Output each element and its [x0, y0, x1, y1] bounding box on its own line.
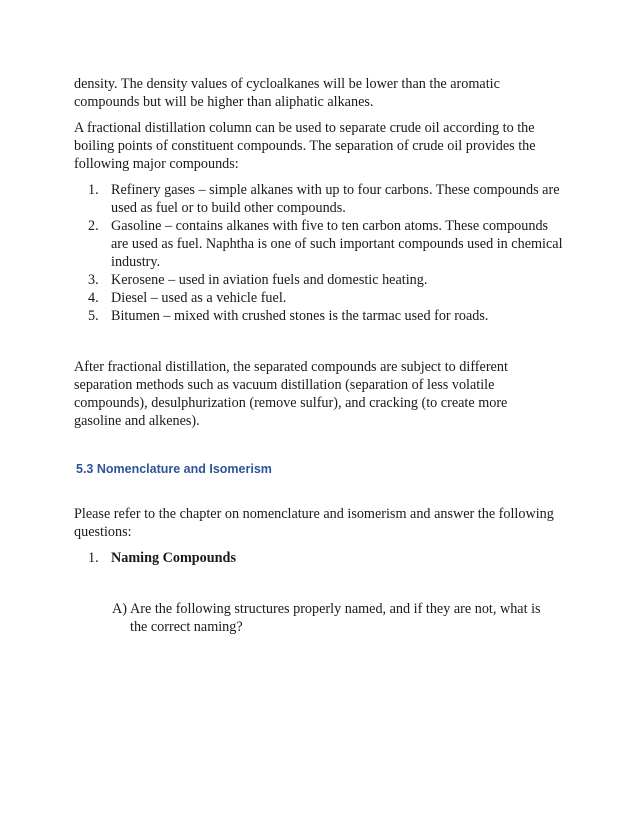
question-label: Naming Compounds	[111, 550, 236, 566]
subquestion-number: A)	[112, 601, 127, 617]
list-item-text: Gasoline – contains alkanes with five to ten carbon atoms. These compounds are used as fuel. Naphtha is one of such important compounds used in chemical industry.	[111, 218, 563, 270]
subquestion-item	[112, 600, 552, 636]
list-number: 2.	[88, 218, 99, 234]
list-item-text: Kerosene – used in aviation fuels and domestic heating.	[111, 272, 428, 288]
question-item	[88, 549, 568, 567]
list-item-text: Refinery gases – simple alkanes with up to four carbons. These compounds are used as fuel or to build other compounds.	[111, 182, 560, 216]
paragraph-separation-methods: After fractional distillation, the separated compounds are subject to different separation methods such as vacuum distillation (separation of less volatile compounds), desulphurization (remove sulfur), and cracking (to create more gasoline and alkenes).	[74, 359, 508, 429]
list-item	[88, 217, 568, 271]
questions-list	[88, 549, 568, 567]
subquestion-text: Are the following structures properly named, and if they are not, what is the correct naming?	[130, 601, 541, 635]
list-item	[88, 307, 568, 325]
list-number: 1.	[88, 182, 99, 198]
section-heading: 5.3 Nomenclature and Isomerism	[76, 462, 272, 476]
question-number: 1.	[88, 550, 99, 566]
list-item-text: Bitumen – mixed with crushed stones is the tarmac used for roads.	[111, 308, 489, 324]
crude-oil-compounds-list	[88, 181, 568, 325]
list-item	[88, 271, 568, 289]
list-item-text: Diesel – used as a vehicle fuel.	[111, 290, 287, 306]
list-item	[88, 181, 568, 217]
list-number: 5.	[88, 308, 99, 324]
subquestions-list	[112, 600, 552, 636]
list-number: 4.	[88, 290, 99, 306]
list-number: 3.	[88, 272, 99, 288]
paragraph-fractional-distillation: A fractional distillation column can be used to separate crude oil according to the boiling points of constituent compounds. The separation of crude oil provides the following major compounds:	[74, 120, 536, 172]
paragraph-instructions: Please refer to the chapter on nomenclature and isomerism and answer the following questions:	[74, 506, 554, 540]
paragraph-density: density. The density values of cycloalkanes will be lower than the aromatic compounds but will be higher than aliphatic alkanes.	[74, 76, 500, 110]
list-item	[88, 289, 568, 307]
